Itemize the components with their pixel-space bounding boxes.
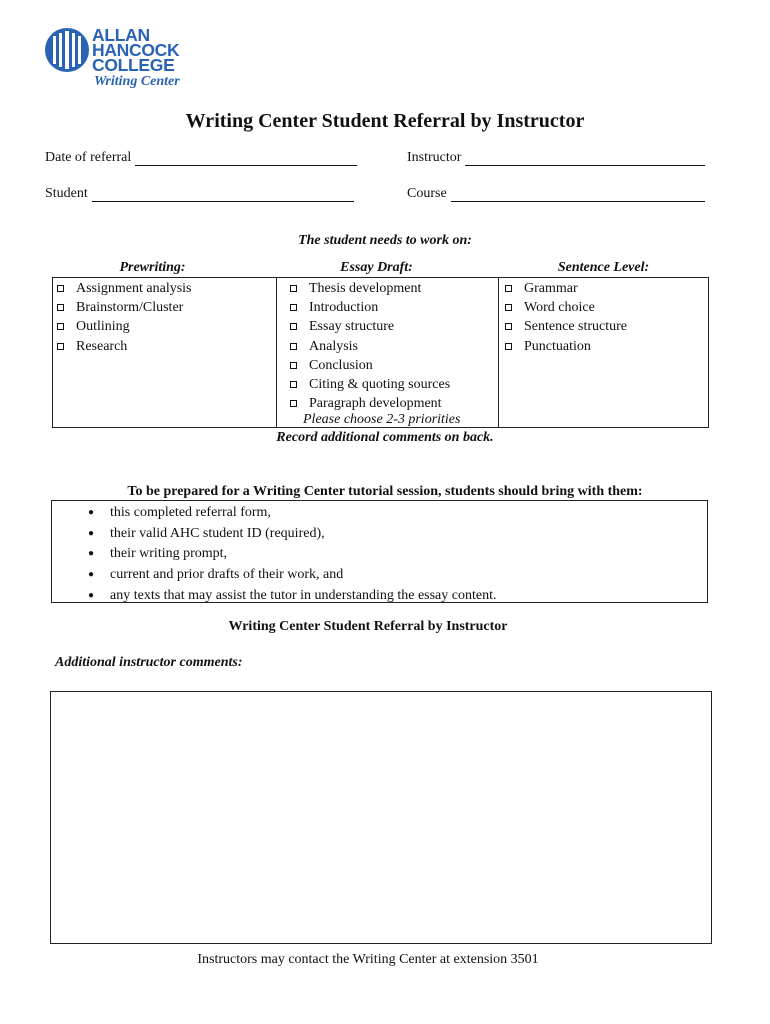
bullet-icon: ● (88, 507, 95, 518)
bullet-icon: ● (88, 589, 95, 601)
logo-text-allan: ALLAN (92, 25, 150, 45)
course-label: Course (407, 186, 447, 201)
checkbox-icon[interactable] (57, 323, 64, 330)
checklist-item[interactable]: Assignment analysis (57, 279, 192, 298)
student-field[interactable] (45, 186, 354, 202)
student-line[interactable] (92, 189, 354, 202)
checkbox-icon[interactable] (57, 285, 64, 292)
checkbox-icon[interactable] (505, 343, 512, 350)
list-item: ● this completed referral form, (110, 503, 496, 524)
prewriting-list (57, 279, 192, 356)
checklist-item[interactable]: Paragraph development (290, 394, 450, 413)
date-of-referral-label: Date of referral (45, 150, 132, 165)
work-areas-table (52, 277, 709, 428)
list-item: ● their writing prompt, (110, 544, 496, 565)
page-title: Writing Center Student Referral by Instructor (185, 110, 585, 132)
checkbox-icon[interactable] (57, 343, 64, 350)
checklist-item[interactable]: Introduction (290, 298, 450, 317)
checklist-item[interactable]: Word choice (505, 298, 627, 317)
checklist-item[interactable]: Research (57, 337, 192, 356)
additional-comments-box[interactable] (50, 691, 712, 944)
checklist-item[interactable]: Conclusion (290, 356, 450, 375)
bring-heading: To be prepared for a Writing Center tutorial session, students should bring with them: (127, 484, 643, 499)
list-item: ● any texts that may assist the tutor in understanding the essay content. (110, 586, 496, 607)
checkbox-icon[interactable] (290, 304, 297, 311)
secondary-title: Writing Center Student Referral by Instructor (228, 619, 508, 634)
record-comments-note: Record additional comments on back. (276, 430, 494, 445)
checkbox-icon[interactable] (505, 285, 512, 292)
instructor-line[interactable] (465, 153, 705, 166)
bring-items-box (51, 500, 708, 603)
checkbox-icon[interactable] (290, 400, 297, 407)
prewriting-heading: Prewriting: (119, 260, 186, 275)
course-field[interactable] (407, 186, 705, 202)
checklist-item[interactable]: Essay structure (290, 317, 450, 336)
college-logo (44, 27, 204, 93)
checkbox-icon[interactable] (290, 381, 297, 388)
additional-comments-label: Additional instructor comments: (55, 655, 243, 670)
essay-draft-column (277, 278, 499, 427)
checkbox-icon[interactable] (290, 343, 297, 350)
bullet-icon: ● (88, 569, 95, 581)
student-label: Student (45, 186, 88, 201)
needs-heading: The student needs to work on: (298, 233, 472, 248)
checkbox-icon[interactable] (290, 285, 297, 292)
logo-subtitle: Writing Center (94, 74, 180, 89)
list-item: ● current and prior drafts of their work, and (110, 565, 496, 586)
checklist-item[interactable]: Grammar (505, 279, 627, 298)
list-item: ● their valid AHC student ID (required), (110, 524, 496, 545)
essay-draft-heading: Essay Draft: (340, 260, 413, 275)
logo-text-hancock: HANCOCK (92, 40, 180, 60)
instructor-field[interactable] (407, 150, 705, 166)
instructor-label: Instructor (407, 150, 462, 165)
prewriting-column (53, 278, 277, 427)
sentence-level-column (499, 278, 708, 427)
bring-list (88, 503, 497, 606)
footer-contact-note: Instructors may contact the Writing Center at extension 3501 (197, 952, 539, 967)
checkbox-icon[interactable] (505, 323, 512, 330)
bullet-icon: ● (88, 548, 95, 560)
essay-draft-list (290, 279, 450, 413)
checklist-item[interactable]: Sentence structure (505, 317, 627, 336)
priorities-note: Please choose 2-3 priorities (303, 412, 461, 427)
checkbox-icon[interactable] (290, 362, 297, 369)
checklist-item[interactable]: Thesis development (290, 279, 450, 298)
checkbox-icon[interactable] (290, 323, 297, 330)
sentence-level-list (505, 279, 627, 356)
checklist-item[interactable]: Citing & quoting sources (290, 375, 450, 394)
logo-text-college: COLLEGE (92, 55, 175, 75)
college-emblem-icon (44, 27, 90, 73)
checklist-item[interactable]: Punctuation (505, 337, 627, 356)
course-line[interactable] (451, 189, 705, 202)
checkbox-icon[interactable] (57, 304, 64, 311)
date-of-referral-line[interactable] (135, 153, 357, 166)
checklist-item[interactable]: Brainstorm/Cluster (57, 298, 192, 317)
date-of-referral-field[interactable] (45, 150, 357, 166)
bullet-icon: ● (88, 527, 95, 539)
checklist-item[interactable]: Outlining (57, 317, 192, 336)
checkbox-icon[interactable] (505, 304, 512, 311)
checklist-item[interactable]: Analysis (290, 337, 450, 356)
sentence-level-heading: Sentence Level: (557, 260, 650, 275)
